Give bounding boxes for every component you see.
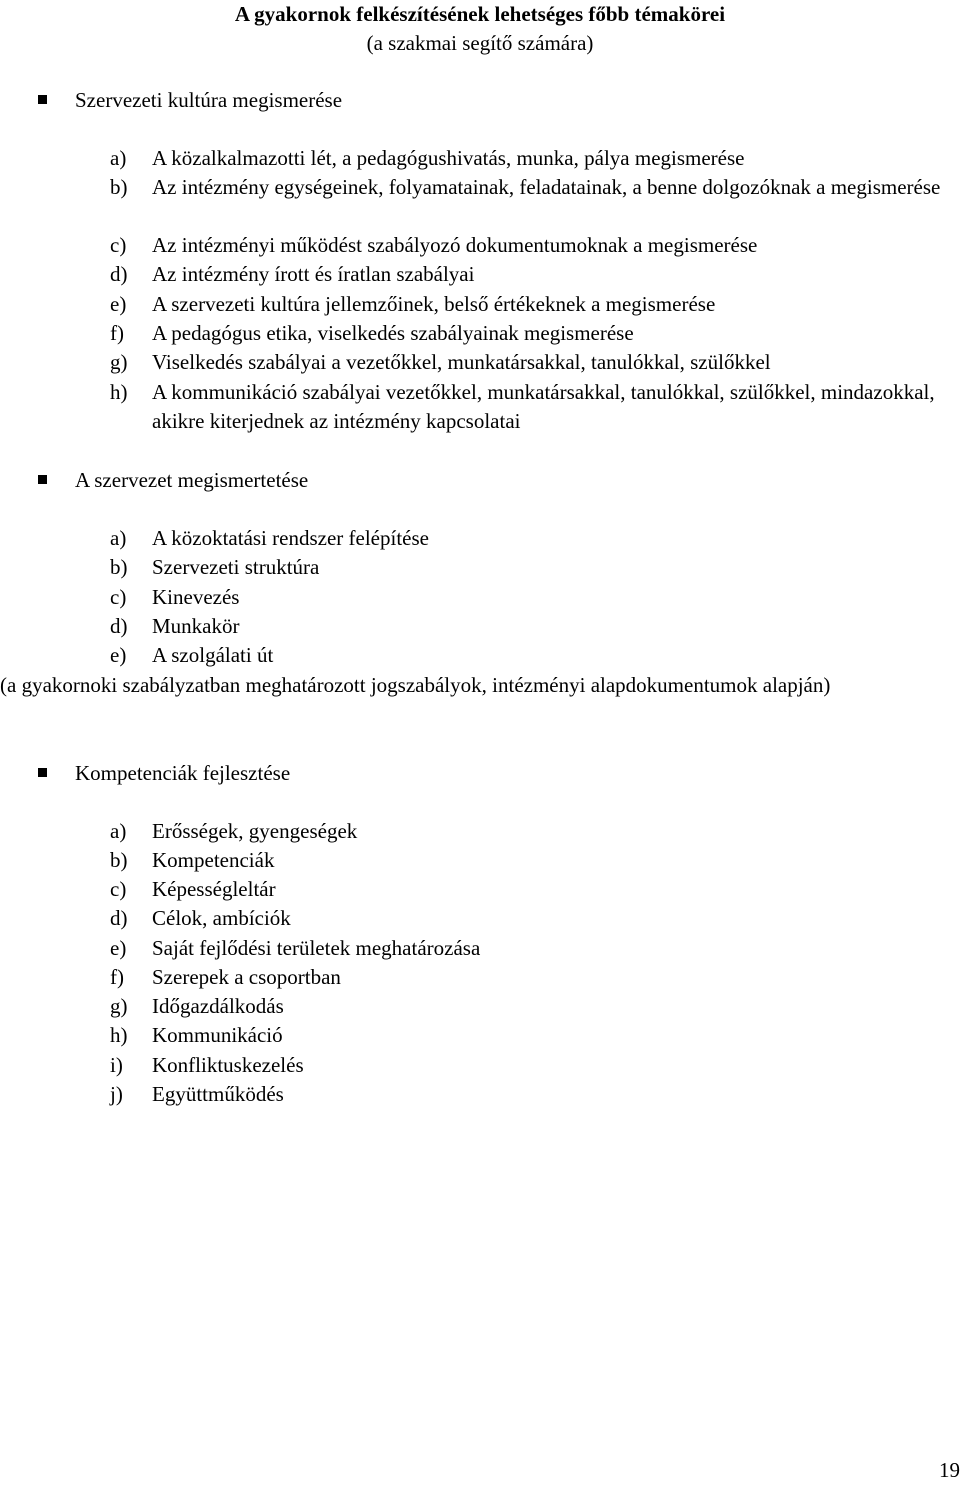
list-item-text: Erősségek, gyengeségek: [152, 819, 358, 843]
list-marker: b): [110, 175, 128, 199]
list-item: [110, 904, 960, 933]
list-marker: c): [110, 877, 127, 901]
section-heading-label: Kompetenciák fejlesztése: [75, 761, 291, 785]
list-item: [110, 319, 960, 348]
page-title: A gyakornok felkészítésének lehetséges főbb témakörei: [234, 2, 726, 26]
list-item: [110, 1051, 960, 1080]
list-item: [110, 934, 960, 963]
list-item: [110, 846, 960, 875]
list-marker: c): [110, 585, 127, 609]
list-item-text: A szolgálati út: [152, 643, 274, 667]
list-item-text: A kommunikáció szabályai vezetőkkel, munkatársakkal, tanulókkal, szülőkkel, mindazokkal, akikre kiterjednek az intézmény kapcsolatai: [152, 380, 935, 434]
list-item: [110, 290, 960, 319]
list-marker: g): [110, 350, 128, 374]
list-marker: g): [110, 994, 128, 1018]
page-subtitle: (a szakmai segítő számára): [366, 31, 594, 55]
list-item: [110, 641, 960, 670]
section-heading-label: Szervezeti kultúra megismerése: [75, 88, 343, 112]
list-item-text: Képességleltár: [152, 877, 276, 901]
list-marker: e): [110, 936, 127, 960]
list-marker: j): [110, 1082, 123, 1106]
list-item: [110, 378, 960, 437]
list-item: [110, 260, 960, 289]
page-number: 19: [939, 1458, 960, 1482]
list-item: [110, 231, 960, 260]
list-item-text: Szervezeti struktúra: [152, 555, 320, 579]
list-item-text: Az intézmény írott és íratlan szabályai: [152, 262, 475, 286]
list-item: [110, 1080, 960, 1109]
list-item-text: Munkakör: [152, 614, 240, 638]
list-marker: a): [110, 526, 127, 550]
list-item-text: Célok, ambíciók: [152, 906, 291, 930]
list-marker: d): [110, 262, 128, 286]
list-item: [110, 875, 960, 904]
list-marker: d): [110, 614, 128, 638]
list-item-text: Kinevezés: [152, 585, 240, 609]
list-item-text: Az intézmény egységeinek, folyamatainak, feladatainak, a benne dolgozóknak a megismerése: [152, 175, 941, 199]
list-item-text: Az intézményi működést szabályozó dokumentumoknak a megismerése: [152, 233, 758, 257]
list-item-text: Konfliktuskezelés: [152, 1053, 304, 1077]
list-marker: i): [110, 1053, 123, 1077]
list-marker: f): [110, 965, 124, 989]
square-bullet-icon: [38, 768, 47, 777]
list-item-text: Viselkedés szabályai a vezetőkkel, munkatársakkal, tanulókkal, szülőkkel: [152, 350, 771, 374]
list-marker: h): [110, 1023, 128, 1047]
list-marker: e): [110, 643, 127, 667]
list-item: [110, 583, 960, 612]
list-marker: a): [110, 819, 127, 843]
section-heading-label: A szervezet megismertetése: [75, 468, 309, 492]
list-marker: e): [110, 292, 127, 316]
list-item: [110, 992, 960, 1021]
list-item-text: A közoktatási rendszer felépítése: [152, 526, 429, 550]
list-item-text: Időgazdálkodás: [152, 994, 284, 1018]
list-item-text: A közalkalmazotti lét, a pedagógushivatás, munka, pálya megismerése: [152, 146, 745, 170]
square-bullet-icon: [38, 95, 47, 104]
list-item-text: Együttműködés: [152, 1082, 284, 1106]
list-item-text: Kompetenciák: [152, 848, 275, 872]
list-item: [110, 553, 960, 582]
section-heading-2: [38, 466, 308, 495]
list-item: [110, 817, 960, 846]
list-item: [110, 144, 960, 173]
section-heading-1: [38, 86, 342, 115]
list-marker: c): [110, 233, 127, 257]
list-item: [110, 524, 960, 553]
list-marker: h): [110, 380, 128, 404]
list-item: [110, 348, 960, 377]
list-item: [110, 173, 960, 202]
list-item-text: Kommunikáció: [152, 1023, 283, 1047]
list-item-text: Szerepek a csoportban: [152, 965, 341, 989]
list-item: [110, 1021, 960, 1050]
list-marker: d): [110, 906, 128, 930]
list-marker: f): [110, 321, 124, 345]
list-item: [110, 963, 960, 992]
list-marker: a): [110, 146, 127, 170]
list-marker: b): [110, 848, 128, 872]
section-heading-3: [38, 759, 290, 788]
list-item-text: A pedagógus etika, viselkedés szabályainak megismerése: [152, 321, 634, 345]
list-item-text: A szervezeti kultúra jellemzőinek, belső értékeknek a megismerése: [152, 292, 716, 316]
square-bullet-icon: [38, 475, 47, 484]
list-item-text: Saját fejlődési területek meghatározása: [152, 936, 481, 960]
list-item: [110, 612, 960, 641]
section-note: (a gyakornoki szabályzatban meghatározott jogszabályok, intézményi alapdokumentumok alapján): [0, 673, 831, 697]
list-marker: b): [110, 555, 128, 579]
